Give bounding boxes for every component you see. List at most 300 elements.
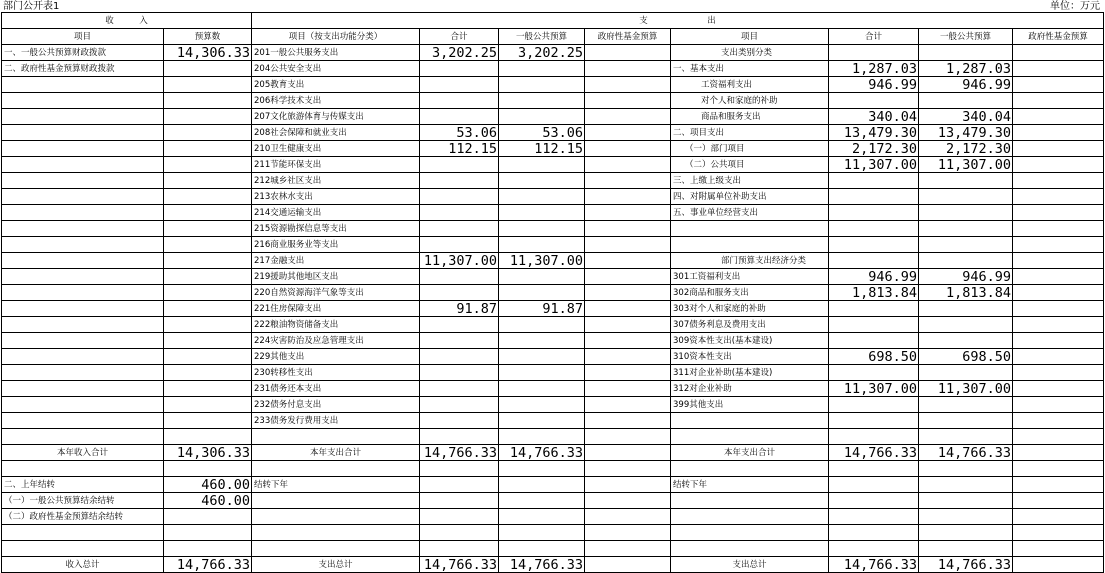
- cell-category-total: [829, 461, 919, 477]
- cell-income-budget: [164, 93, 252, 109]
- cell-function-general: [499, 157, 585, 173]
- cell-function-total: [420, 173, 499, 189]
- cell-function-total: [420, 493, 499, 509]
- table-row: [2, 141, 1104, 157]
- cell-function-fund: [585, 253, 671, 269]
- cell-category-fund: [1013, 461, 1104, 477]
- cell-category-total: 13,479.30: [829, 125, 919, 141]
- cell-income-budget: [164, 61, 252, 77]
- cell-function-item: 221住房保障支出: [252, 301, 420, 317]
- cell-function-fund: [585, 317, 671, 333]
- cell-category-item: 工资福利支出: [671, 77, 829, 93]
- cell-income-item: [2, 173, 164, 189]
- table-row: [2, 381, 1104, 397]
- cell-income-item: [2, 285, 164, 301]
- cell-function-general: [499, 221, 585, 237]
- cell-function-item: [252, 429, 420, 445]
- cell-function-item: 224灾害防治及应急管理支出: [252, 333, 420, 349]
- cell-income-budget: [164, 109, 252, 125]
- cell-income-item: 二、上年结转: [2, 477, 164, 493]
- cell-category-fund: [1013, 237, 1104, 253]
- cell-function-general: 91.87: [499, 301, 585, 317]
- cell-income-budget: 460.00: [164, 493, 252, 509]
- cell-function-item: 229其他支出: [252, 349, 420, 365]
- cell-function-item: 232债务付息支出: [252, 397, 420, 413]
- cell-category-general: [919, 173, 1013, 189]
- cell-function-general: [499, 541, 585, 557]
- cell-function-item: 220自然资源海洋气象等支出: [252, 285, 420, 301]
- cell-category-item: 301工资福利支出: [671, 269, 829, 285]
- cell-function-general: [499, 109, 585, 125]
- cell-income-item: [2, 237, 164, 253]
- column-header-category-total: 合计: [829, 29, 919, 45]
- cell-income-budget: [164, 141, 252, 157]
- table-row: [2, 157, 1104, 173]
- cell-category-total: [829, 253, 919, 269]
- cell-function-total: [420, 317, 499, 333]
- cell-income-item: [2, 157, 164, 173]
- cell-function-total: [420, 285, 499, 301]
- cell-function-fund: [585, 45, 671, 61]
- cell-category-general: [919, 93, 1013, 109]
- cell-income-item: （二）政府性基金预算结余结转: [2, 509, 164, 525]
- cell-income-budget: [164, 381, 252, 397]
- cell-income-item: [2, 381, 164, 397]
- cell-category-total: [829, 205, 919, 221]
- cell-income-item: [2, 301, 164, 317]
- cell-function-item: 216商业服务业等支出: [252, 237, 420, 253]
- cell-category-fund: [1013, 61, 1104, 77]
- cell-category-total: [829, 509, 919, 525]
- cell-category-total: [829, 45, 919, 61]
- cell-category-fund: [1013, 493, 1104, 509]
- cell-function-fund: [585, 381, 671, 397]
- cell-function-total: [420, 333, 499, 349]
- cell-income-item: [2, 189, 164, 205]
- cell-category-general: 698.50: [919, 349, 1013, 365]
- cell-category-total: [829, 477, 919, 493]
- cell-category-total: 946.99: [829, 77, 919, 93]
- cell-function-item: 219援助其他地区支出: [252, 269, 420, 285]
- table-row: [2, 461, 1104, 477]
- cell-income-item: [2, 141, 164, 157]
- table-row: [2, 285, 1104, 301]
- cell-income-item: [2, 93, 164, 109]
- cell-function-general: 14,766.33: [499, 557, 585, 573]
- cell-category-general: 14,766.33: [919, 557, 1013, 573]
- cell-function-item: 207文化旅游体育与传媒支出: [252, 109, 420, 125]
- cell-category-general: 1,287.03: [919, 61, 1013, 77]
- cell-income-item: 本年收入合计: [2, 445, 164, 461]
- cell-category-item: 399其他支出: [671, 397, 829, 413]
- cell-income-budget: [164, 125, 252, 141]
- cell-function-fund: [585, 477, 671, 493]
- table-row: [2, 93, 1104, 109]
- cell-category-fund: [1013, 381, 1104, 397]
- cell-category-fund: [1013, 157, 1104, 173]
- cell-category-fund: [1013, 285, 1104, 301]
- cell-income-item: [2, 77, 164, 93]
- cell-category-item: 部门预算支出经济分类: [671, 253, 829, 269]
- cell-function-general: [499, 397, 585, 413]
- cell-category-fund: [1013, 221, 1104, 237]
- cell-income-item: 一、一般公共预算财政拨款: [2, 45, 164, 61]
- cell-category-item: 结转下年: [671, 477, 829, 493]
- cell-category-fund: [1013, 445, 1104, 461]
- cell-function-item: 结转下年: [252, 477, 420, 493]
- cell-category-item: 支出类别分类: [671, 45, 829, 61]
- cell-function-general: [499, 77, 585, 93]
- cell-function-item: 204公共安全支出: [252, 61, 420, 77]
- cell-function-total: [420, 509, 499, 525]
- cell-income-item: [2, 397, 164, 413]
- expense-section-header: 支 出: [252, 13, 1104, 29]
- cell-income-budget: [164, 189, 252, 205]
- cell-income-budget: [164, 397, 252, 413]
- cell-function-item: 214交通运输支出: [252, 205, 420, 221]
- cell-function-fund: [585, 557, 671, 573]
- cell-category-general: 2,172.30: [919, 141, 1013, 157]
- cell-function-item: [252, 509, 420, 525]
- cell-function-general: [499, 317, 585, 333]
- cell-income-budget: [164, 413, 252, 429]
- cell-function-total: [420, 61, 499, 77]
- cell-category-item: [671, 509, 829, 525]
- cell-category-item: 支出总计: [671, 557, 829, 573]
- cell-category-general: 1,813.84: [919, 285, 1013, 301]
- table-row: [2, 541, 1104, 557]
- cell-income-item: [2, 349, 164, 365]
- table-row: [2, 125, 1104, 141]
- cell-category-fund: [1013, 189, 1104, 205]
- table-row: [2, 301, 1104, 317]
- cell-income-budget: 460.00: [164, 477, 252, 493]
- cell-category-general: [919, 461, 1013, 477]
- cell-category-total: [829, 541, 919, 557]
- cell-category-fund: [1013, 349, 1104, 365]
- cell-category-fund: [1013, 301, 1104, 317]
- cell-category-general: [919, 45, 1013, 61]
- cell-function-fund: [585, 285, 671, 301]
- cell-function-general: [499, 61, 585, 77]
- cell-function-general: [499, 237, 585, 253]
- cell-function-general: [499, 269, 585, 285]
- cell-function-fund: [585, 189, 671, 205]
- table-row: [2, 237, 1104, 253]
- cell-function-general: [499, 477, 585, 493]
- cell-category-item: 本年支出合计: [671, 445, 829, 461]
- cell-income-item: [2, 205, 164, 221]
- cell-category-total: [829, 429, 919, 445]
- cell-category-general: [919, 477, 1013, 493]
- cell-category-total: [829, 317, 919, 333]
- cell-category-general: [919, 413, 1013, 429]
- cell-category-fund: [1013, 205, 1104, 221]
- cell-category-item: （一）部门项目: [671, 141, 829, 157]
- cell-category-general: [919, 365, 1013, 381]
- cell-category-item: [671, 221, 829, 237]
- cell-category-fund: [1013, 333, 1104, 349]
- cell-function-item: [252, 461, 420, 477]
- cell-category-item: 312对企业补助: [671, 381, 829, 397]
- cell-function-total: [420, 461, 499, 477]
- cell-category-fund: [1013, 429, 1104, 445]
- cell-category-item: 对个人和家庭的补助: [671, 93, 829, 109]
- cell-category-total: [829, 365, 919, 381]
- cell-income-item: [2, 365, 164, 381]
- cell-function-general: 53.06: [499, 125, 585, 141]
- cell-income-budget: [164, 317, 252, 333]
- cell-category-general: 11,307.00: [919, 381, 1013, 397]
- cell-income-budget: [164, 237, 252, 253]
- cell-function-fund: [585, 141, 671, 157]
- cell-function-total: [420, 397, 499, 413]
- cell-category-fund: [1013, 269, 1104, 285]
- cell-category-general: [919, 237, 1013, 253]
- cell-category-general: [919, 429, 1013, 445]
- cell-category-item: [671, 413, 829, 429]
- cell-function-total: [420, 205, 499, 221]
- table-row: [2, 429, 1104, 445]
- cell-function-fund: [585, 541, 671, 557]
- cell-function-fund: [585, 413, 671, 429]
- cell-category-item: [671, 541, 829, 557]
- cell-category-item: 302商品和服务支出: [671, 285, 829, 301]
- table-row: [2, 525, 1104, 541]
- cell-function-item: 212城乡社区支出: [252, 173, 420, 189]
- cell-function-general: [499, 429, 585, 445]
- cell-category-general: 946.99: [919, 269, 1013, 285]
- cell-category-total: 2,172.30: [829, 141, 919, 157]
- cell-function-total: [420, 477, 499, 493]
- cell-function-fund: [585, 125, 671, 141]
- cell-function-fund: [585, 397, 671, 413]
- column-header-function-item: 项目（按支出功能分类）: [252, 29, 420, 45]
- cell-function-fund: [585, 173, 671, 189]
- cell-function-general: [499, 349, 585, 365]
- cell-function-item: 支出总计: [252, 557, 420, 573]
- report-title: 部门公开表1: [3, 1, 60, 12]
- cell-category-item: [671, 429, 829, 445]
- cell-function-item: [252, 493, 420, 509]
- table-row: [2, 557, 1104, 573]
- cell-function-total: [420, 77, 499, 93]
- cell-function-total: 3,202.25: [420, 45, 499, 61]
- cell-function-fund: [585, 429, 671, 445]
- cell-category-total: [829, 301, 919, 317]
- cell-category-general: [919, 397, 1013, 413]
- cell-function-item: 230转移性支出: [252, 365, 420, 381]
- cell-category-general: 14,766.33: [919, 445, 1013, 461]
- section-header-row: [2, 13, 1104, 29]
- table-row: [2, 477, 1104, 493]
- cell-function-fund: [585, 237, 671, 253]
- cell-function-item: [252, 541, 420, 557]
- cell-function-fund: [585, 269, 671, 285]
- cell-category-item: [671, 461, 829, 477]
- cell-category-general: [919, 189, 1013, 205]
- cell-category-total: 14,766.33: [829, 445, 919, 461]
- cell-function-total: [420, 541, 499, 557]
- cell-category-fund: [1013, 413, 1104, 429]
- cell-income-item: 收入总计: [2, 557, 164, 573]
- cell-function-fund: [585, 93, 671, 109]
- cell-function-general: 14,766.33: [499, 445, 585, 461]
- column-header-function-fund: 政府性基金预算: [585, 29, 671, 45]
- table-row: [2, 189, 1104, 205]
- table-row: [2, 493, 1104, 509]
- cell-category-total: [829, 221, 919, 237]
- column-header-income-budget: 预算数: [164, 29, 252, 45]
- cell-function-total: [420, 349, 499, 365]
- cell-income-budget: [164, 173, 252, 189]
- cell-category-fund: [1013, 509, 1104, 525]
- cell-function-item: 205教育支出: [252, 77, 420, 93]
- cell-category-total: [829, 397, 919, 413]
- cell-function-total: [420, 525, 499, 541]
- table-row: [2, 109, 1104, 125]
- cell-income-budget: 14,306.33: [164, 445, 252, 461]
- cell-income-budget: [164, 77, 252, 93]
- cell-category-item: [671, 237, 829, 253]
- cell-function-general: [499, 525, 585, 541]
- cell-function-general: [499, 205, 585, 221]
- cell-function-item: 206科学技术支出: [252, 93, 420, 109]
- table-row: [2, 349, 1104, 365]
- cell-category-total: 14,766.33: [829, 557, 919, 573]
- cell-function-fund: [585, 77, 671, 93]
- cell-function-general: [499, 173, 585, 189]
- cell-category-general: [919, 509, 1013, 525]
- cell-income-item: 二、政府性基金预算财政拨款: [2, 61, 164, 77]
- cell-income-item: [2, 333, 164, 349]
- cell-category-total: 1,813.84: [829, 285, 919, 301]
- cell-category-total: 11,307.00: [829, 381, 919, 397]
- cell-function-general: [499, 509, 585, 525]
- cell-function-total: 14,766.33: [420, 445, 499, 461]
- cell-function-total: 91.87: [420, 301, 499, 317]
- cell-category-general: [919, 317, 1013, 333]
- cell-function-item: 231债务还本支出: [252, 381, 420, 397]
- cell-function-item: [252, 525, 420, 541]
- cell-income-item: [2, 541, 164, 557]
- cell-function-fund: [585, 157, 671, 173]
- cell-function-total: 53.06: [420, 125, 499, 141]
- cell-function-fund: [585, 493, 671, 509]
- cell-function-general: [499, 493, 585, 509]
- cell-category-fund: [1013, 253, 1104, 269]
- table-row: [2, 509, 1104, 525]
- unit-label: 单位：万元: [1050, 1, 1100, 12]
- cell-function-general: [499, 189, 585, 205]
- cell-function-fund: [585, 205, 671, 221]
- budget-table: [1, 12, 1104, 573]
- table-row: [2, 45, 1104, 61]
- cell-function-item: 201一般公共服务支出: [252, 45, 420, 61]
- cell-category-general: [919, 301, 1013, 317]
- cell-function-item: 222粮油物资储备支出: [252, 317, 420, 333]
- cell-category-fund: [1013, 109, 1104, 125]
- cell-income-budget: 14,766.33: [164, 557, 252, 573]
- cell-category-general: 340.04: [919, 109, 1013, 125]
- cell-category-item: 307债务利息及费用支出: [671, 317, 829, 333]
- cell-income-budget: [164, 333, 252, 349]
- cell-category-total: 1,287.03: [829, 61, 919, 77]
- cell-category-total: [829, 173, 919, 189]
- cell-category-fund: [1013, 77, 1104, 93]
- cell-income-budget: [164, 429, 252, 445]
- column-header-category-item: 项目: [671, 29, 829, 45]
- cell-income-item: [2, 461, 164, 477]
- cell-function-item: 本年支出合计: [252, 445, 420, 461]
- cell-function-total: 112.15: [420, 141, 499, 157]
- table-row: [2, 221, 1104, 237]
- cell-category-general: [919, 333, 1013, 349]
- cell-function-item: 211节能环保支出: [252, 157, 420, 173]
- column-header-category-fund: 政府性基金预算: [1013, 29, 1104, 45]
- cell-category-fund: [1013, 557, 1104, 573]
- cell-function-general: [499, 413, 585, 429]
- cell-income-budget: [164, 157, 252, 173]
- cell-function-item: 217金融支出: [252, 253, 420, 269]
- cell-category-item: 商品和服务支出: [671, 109, 829, 125]
- cell-category-item: 二、项目支出: [671, 125, 829, 141]
- cell-category-fund: [1013, 317, 1104, 333]
- cell-category-general: 11,307.00: [919, 157, 1013, 173]
- cell-income-item: [2, 253, 164, 269]
- cell-function-total: [420, 189, 499, 205]
- cell-function-total: [420, 413, 499, 429]
- cell-category-general: 13,479.30: [919, 125, 1013, 141]
- table-row: [2, 253, 1104, 269]
- cell-category-item: 303对个人和家庭的补助: [671, 301, 829, 317]
- cell-income-item: [2, 221, 164, 237]
- cell-category-fund: [1013, 365, 1104, 381]
- cell-function-fund: [585, 365, 671, 381]
- cell-function-general: [499, 365, 585, 381]
- cell-function-fund: [585, 61, 671, 77]
- cell-income-budget: [164, 253, 252, 269]
- cell-category-item: 三、上缴上级支出: [671, 173, 829, 189]
- cell-category-item: 一、基本支出: [671, 61, 829, 77]
- cell-category-fund: [1013, 525, 1104, 541]
- table-row: [2, 413, 1104, 429]
- cell-function-item: 213农林水支出: [252, 189, 420, 205]
- cell-income-item: [2, 525, 164, 541]
- cell-category-general: [919, 221, 1013, 237]
- cell-function-general: [499, 285, 585, 301]
- cell-category-general: [919, 493, 1013, 509]
- cell-income-budget: [164, 349, 252, 365]
- cell-income-budget: [164, 285, 252, 301]
- cell-function-fund: [585, 525, 671, 541]
- cell-income-budget: [164, 461, 252, 477]
- cell-function-fund: [585, 445, 671, 461]
- table-row: [2, 317, 1104, 333]
- cell-category-fund: [1013, 141, 1104, 157]
- column-header-function-general: 一般公共预算: [499, 29, 585, 45]
- cell-function-total: [420, 221, 499, 237]
- column-header-income-item: 项目: [2, 29, 164, 45]
- cell-category-total: [829, 93, 919, 109]
- cell-income-item: [2, 413, 164, 429]
- cell-category-fund: [1013, 45, 1104, 61]
- cell-function-general: [499, 381, 585, 397]
- cell-category-fund: [1013, 93, 1104, 109]
- cell-income-budget: [164, 365, 252, 381]
- cell-income-budget: [164, 525, 252, 541]
- column-header-row: [2, 29, 1104, 45]
